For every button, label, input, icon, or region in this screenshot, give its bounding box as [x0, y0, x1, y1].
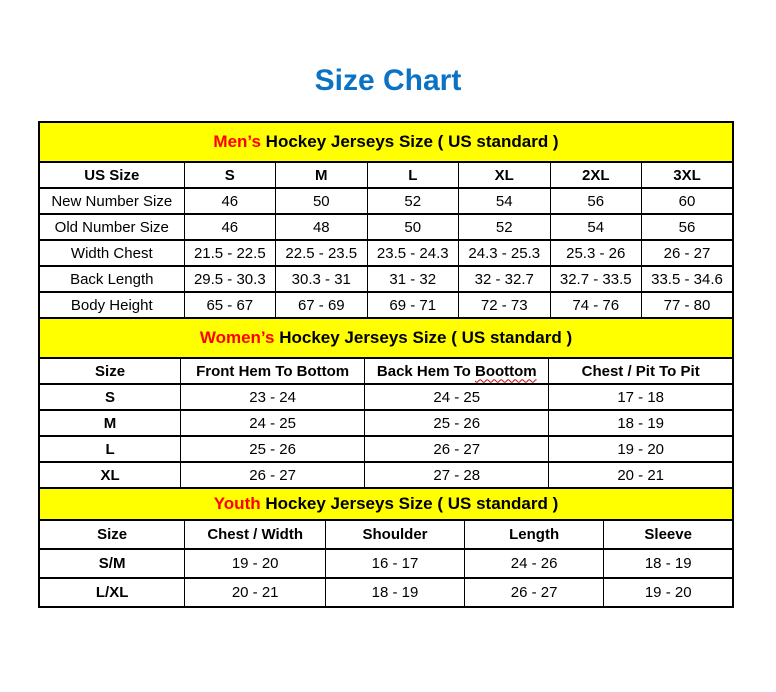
size-value-cell: 26 - 27 — [365, 436, 549, 462]
youth-banner-highlight: Youth — [213, 494, 261, 513]
youth-header-row — [39, 520, 733, 549]
size-value-cell: 50 — [367, 214, 458, 240]
womens-col-header-back-hem — [365, 358, 549, 384]
size-value-cell: 29.5 - 30.3 — [184, 266, 275, 292]
size-value-cell: 48 — [276, 214, 367, 240]
size-value-cell: 33.5 - 34.6 — [641, 266, 733, 292]
size-value-cell: 17 - 18 — [549, 384, 733, 410]
table-row — [39, 436, 733, 462]
youth-col-header-size: Size — [39, 520, 185, 549]
mens-size-table — [38, 121, 734, 319]
table-row — [39, 240, 733, 266]
youth-col-header-chest-width: Chest / Width — [185, 520, 326, 549]
table-row — [39, 188, 733, 214]
size-value-cell: 31 - 32 — [367, 266, 458, 292]
table-row — [39, 410, 733, 436]
row-label: XL — [39, 462, 181, 488]
back-hem-misspelled-word: Boottom — [474, 362, 537, 380]
size-value-cell: 21.5 - 22.5 — [184, 240, 275, 266]
youth-col-header-shoulder: Shoulder — [326, 520, 465, 549]
table-row — [39, 578, 733, 607]
size-value-cell: 16 - 17 — [326, 549, 465, 578]
mens-col-header-l: L — [367, 162, 458, 188]
mens-col-header-3xl: 3XL — [641, 162, 733, 188]
mens-col-header-s: S — [184, 162, 275, 188]
mens-col-header-m: M — [276, 162, 367, 188]
size-value-cell: 32 - 32.7 — [459, 266, 550, 292]
size-value-cell: 54 — [459, 188, 550, 214]
table-row — [39, 549, 733, 578]
youth-col-header-length: Length — [464, 520, 603, 549]
mens-banner-row — [39, 122, 733, 162]
size-value-cell: 26 - 27 — [641, 240, 733, 266]
mens-banner-text: Hockey Jerseys Size ( US standard ) — [260, 132, 559, 151]
size-value-cell: 24 - 25 — [181, 410, 365, 436]
size-value-cell: 30.3 - 31 — [276, 266, 367, 292]
size-value-cell: 27 - 28 — [365, 462, 549, 488]
size-value-cell: 24 - 26 — [464, 549, 603, 578]
size-value-cell: 24.3 - 25.3 — [459, 240, 550, 266]
mens-col-header-xl: XL — [459, 162, 550, 188]
size-value-cell: 46 — [184, 214, 275, 240]
row-label: Old Number Size — [39, 214, 184, 240]
womens-col-header-front-hem: Front Hem To Bottom — [181, 358, 365, 384]
size-value-cell: 18 - 19 — [604, 549, 733, 578]
size-value-cell: 26 - 27 — [464, 578, 603, 607]
size-value-cell: 50 — [276, 188, 367, 214]
row-label: S/M — [39, 549, 185, 578]
size-value-cell: 19 - 20 — [604, 578, 733, 607]
womens-banner-text: Hockey Jerseys Size ( US standard ) — [274, 328, 573, 347]
table-row — [39, 384, 733, 410]
womens-banner-highlight: Women’s — [199, 328, 275, 347]
size-value-cell: 74 - 76 — [550, 292, 641, 318]
youth-banner-row — [39, 488, 733, 520]
size-value-cell: 18 - 19 — [326, 578, 465, 607]
size-value-cell: 20 - 21 — [549, 462, 733, 488]
womens-header-row — [39, 358, 733, 384]
size-value-cell: 25 - 26 — [181, 436, 365, 462]
womens-banner-row — [39, 318, 733, 358]
womens-size-table — [38, 317, 734, 489]
row-label: L/XL — [39, 578, 185, 607]
size-value-cell: 19 - 20 — [549, 436, 733, 462]
mens-banner-highlight: Men’s — [213, 132, 261, 151]
womens-col-header-chest: Chest / Pit To Pit — [549, 358, 733, 384]
size-value-cell: 67 - 69 — [276, 292, 367, 318]
womens-table-banner — [39, 318, 733, 358]
mens-col-header-2xl: 2XL — [550, 162, 641, 188]
size-value-cell: 77 - 80 — [641, 292, 733, 318]
table-row — [39, 292, 733, 318]
size-value-cell: 22.5 - 23.5 — [276, 240, 367, 266]
size-value-cell: 65 - 67 — [184, 292, 275, 318]
youth-size-table — [38, 487, 734, 608]
mens-table-banner — [39, 122, 733, 162]
size-value-cell: 23 - 24 — [181, 384, 365, 410]
size-value-cell: 54 — [550, 214, 641, 240]
size-value-cell: 24 - 25 — [365, 384, 549, 410]
row-label: Width Chest — [39, 240, 184, 266]
size-value-cell: 18 - 19 — [549, 410, 733, 436]
size-value-cell: 25.3 - 26 — [550, 240, 641, 266]
youth-col-header-sleeve: Sleeve — [604, 520, 733, 549]
row-label: Body Height — [39, 292, 184, 318]
row-label: Back Length — [39, 266, 184, 292]
row-label: S — [39, 384, 181, 410]
table-row — [39, 462, 733, 488]
page-title: Size Chart — [314, 64, 462, 97]
size-chart — [38, 121, 734, 608]
size-value-cell: 56 — [641, 214, 733, 240]
size-value-cell: 26 - 27 — [181, 462, 365, 488]
youth-banner-text: Hockey Jerseys Size ( US standard ) — [260, 494, 559, 513]
size-value-cell: 19 - 20 — [185, 549, 326, 578]
size-value-cell: 69 - 71 — [367, 292, 458, 318]
size-value-cell: 52 — [367, 188, 458, 214]
row-label: M — [39, 410, 181, 436]
back-hem-label: Back Hem To — [376, 362, 475, 380]
mens-col-header-us-size: US Size — [39, 162, 184, 188]
size-value-cell: 25 - 26 — [365, 410, 549, 436]
size-value-cell: 56 — [550, 188, 641, 214]
table-row — [39, 214, 733, 240]
size-value-cell: 32.7 - 33.5 — [550, 266, 641, 292]
mens-header-row — [39, 162, 733, 188]
size-value-cell: 52 — [459, 214, 550, 240]
size-value-cell: 20 - 21 — [185, 578, 326, 607]
row-label: L — [39, 436, 181, 462]
youth-table-banner — [39, 488, 733, 520]
size-value-cell: 23.5 - 24.3 — [367, 240, 458, 266]
table-row — [39, 266, 733, 292]
size-value-cell: 46 — [184, 188, 275, 214]
womens-col-header-size: Size — [39, 358, 181, 384]
size-value-cell: 60 — [641, 188, 733, 214]
size-value-cell: 72 - 73 — [459, 292, 550, 318]
row-label: New Number Size — [39, 188, 184, 214]
